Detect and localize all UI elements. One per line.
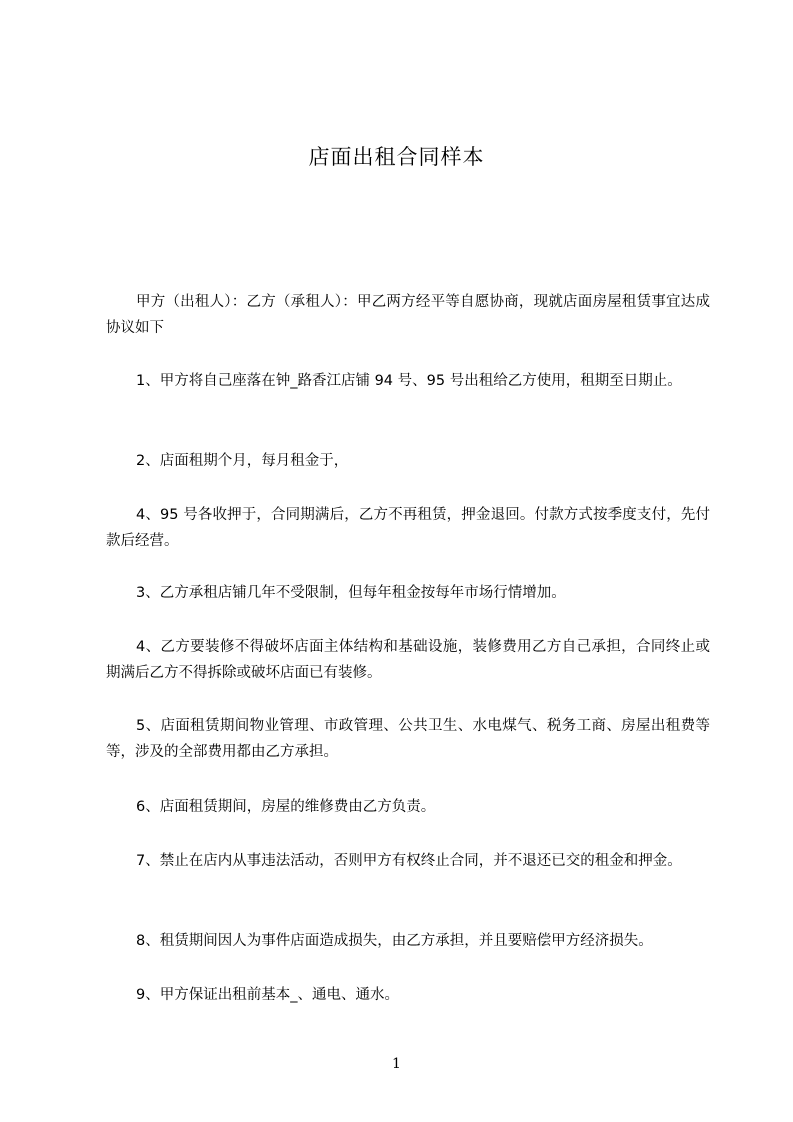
page-number: 1	[392, 1056, 401, 1072]
paragraph-clause: 6、店面租赁期间，房屋的维修费由乙方负责。	[136, 799, 436, 815]
paragraph-clause: 4、乙方要装修不得破坏店面主体结构和基础设施，装修费用乙方自己承担，合同终止或期满后乙方不得拆除或破坏店面已有装修。	[106, 639, 710, 681]
paragraph-clause: 7、禁止在店内从事违法活动，否则甲方有权终止合同，并不退还已交的租金和押金。	[136, 853, 682, 869]
document-title: 店面出租合同样本	[308, 145, 485, 169]
paragraph-clause: 1、甲方将自己座落在钟_路香江店铺 94 号、95 号出租给乙方使用，租期至日期止。	[136, 373, 682, 389]
paragraph-clause: 2、店面租期个月，每月租金于，	[136, 453, 349, 469]
paragraph-clause: 8、租赁期间因人为事件店面造成损失，由乙方承担，并且要赔偿甲方经济损失。	[136, 933, 653, 949]
paragraph-clause: 4、95 号各收押于，合同期满后，乙方不再租赁，押金退回。付款方式按季度支付，先付款后经营。	[106, 507, 710, 549]
paragraph-intro: 甲方（出租人）：乙方（承租人）：甲乙两方经平等自愿协商，现就店面房屋租赁事宜达成协议如下	[106, 294, 710, 336]
paragraph-clause: 5、店面租赁期间物业管理、市政管理、公共卫生、水电煤气、税务工商、房屋出租费等等，涉及的全部费用都由乙方承担。	[106, 718, 710, 760]
paragraph-clause: 9、甲方保证出租前基本_、通电、通水。	[136, 987, 399, 1003]
paragraph-clause: 3、乙方承租店铺几年不受限制，但每年租金按每年市场行情增加。	[136, 585, 566, 601]
